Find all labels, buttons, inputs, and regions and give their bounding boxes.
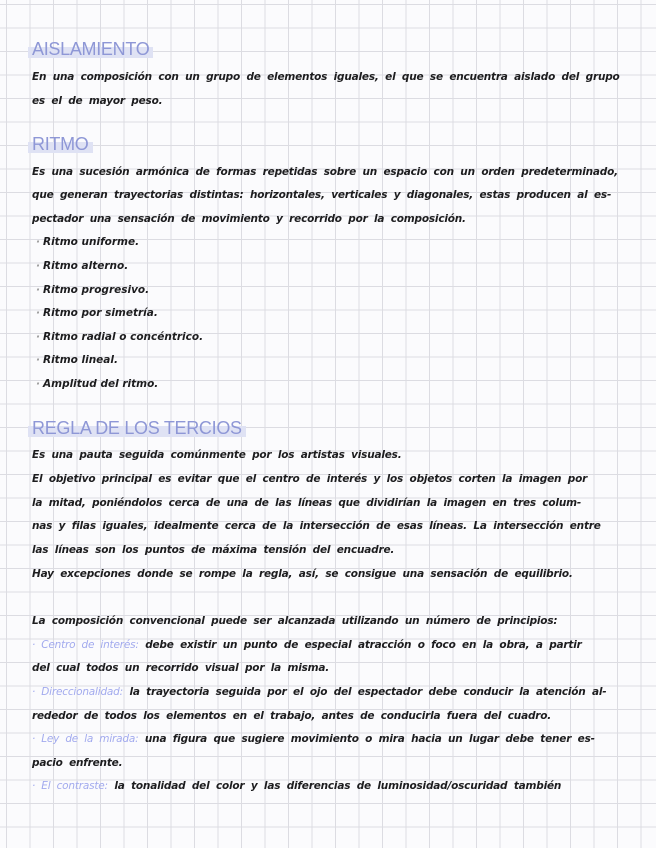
list-item: · Ritmo lineal. — [36, 354, 118, 366]
principle-continuation: rededor de todos los elementos en el trabajo, antes de conducirla fuera del cuadro. — [32, 710, 552, 722]
text-line: En una composición con un grupo de elementos iguales, el que se encuentra aislado del grupo — [32, 71, 620, 83]
text-line: Es una pauta seguida comúnmente por los artistas visuales. — [32, 449, 402, 461]
principle-term: · El contraste: — [32, 780, 108, 792]
text-line: Hay excepciones donde se rompe la regla, así, se consigue una sensación de equilibrio. — [32, 568, 573, 580]
list-item: · Ritmo alterno. — [36, 260, 129, 272]
text-line: las líneas son los puntos de máxima tensión del encuadre. — [32, 544, 395, 556]
list-item: · Ritmo radial o concéntrico. — [36, 331, 204, 343]
heading-aislamiento: AISLAMIENTO — [28, 38, 153, 60]
principle-item: · Centro de interés: debe existir un punto de especial atracción o foco en la obra, a partir — [32, 639, 582, 651]
principle-item: · Ley de la mirada: una figura que sugiere movimiento o mira hacia un lugar debe tener es- — [32, 733, 595, 745]
text-line: El objetivo principal es evitar que el centro de interés y los objetos corten la imagen por — [32, 473, 588, 485]
principle-term: · Ley de la mirada: — [32, 733, 139, 745]
text-line: Es una sucesión armónica de formas repetidas sobre un espacio con un orden predeterminado, — [32, 166, 618, 178]
heading-ritmo: RITMO — [28, 133, 93, 155]
list-item: · Ritmo uniforme. — [36, 236, 140, 248]
text-line: que generan trayectorias distintas: horizontales, verticales y diagonales, estas producen al es- — [32, 189, 612, 201]
principle-continuation: pacio enfrente. — [32, 757, 123, 769]
principles-intro: La composición convencional puede ser alcanzada utilizando un número de principios: — [32, 615, 558, 627]
principle-item: · El contraste: la tonalidad del color y las diferencias de luminosidad/oscuridad también — [32, 780, 562, 792]
principle-item: · Direccionalidad: la trayectoria seguida por el ojo del espectador debe conducir la atención al- — [32, 686, 607, 698]
principle-term: · Centro de interés: — [32, 639, 139, 651]
principle-continuation: del cual todos un recorrido visual por la misma. — [32, 662, 330, 674]
text-line: nas y filas iguales, idealmente cerca de la intersección de esas líneas. La intersección entre — [32, 520, 601, 532]
list-item: · Amplitud del ritmo. — [36, 378, 159, 390]
heading-regla-de-los-tercios: REGLA DE LOS TERCIOS — [28, 417, 246, 439]
text-line: pectador una sensación de movimiento y recorrido por la composición. — [32, 213, 466, 225]
list-item: · Ritmo por simetría. — [36, 307, 158, 319]
principle-term: · Direccionalidad: — [32, 686, 123, 698]
text-line: es el de mayor peso. — [32, 95, 163, 107]
text-line: la mitad, poniéndolos cerca de una de las líneas que dividirían la imagen en tres colum- — [32, 497, 581, 509]
list-item: · Ritmo progresivo. — [36, 284, 150, 296]
